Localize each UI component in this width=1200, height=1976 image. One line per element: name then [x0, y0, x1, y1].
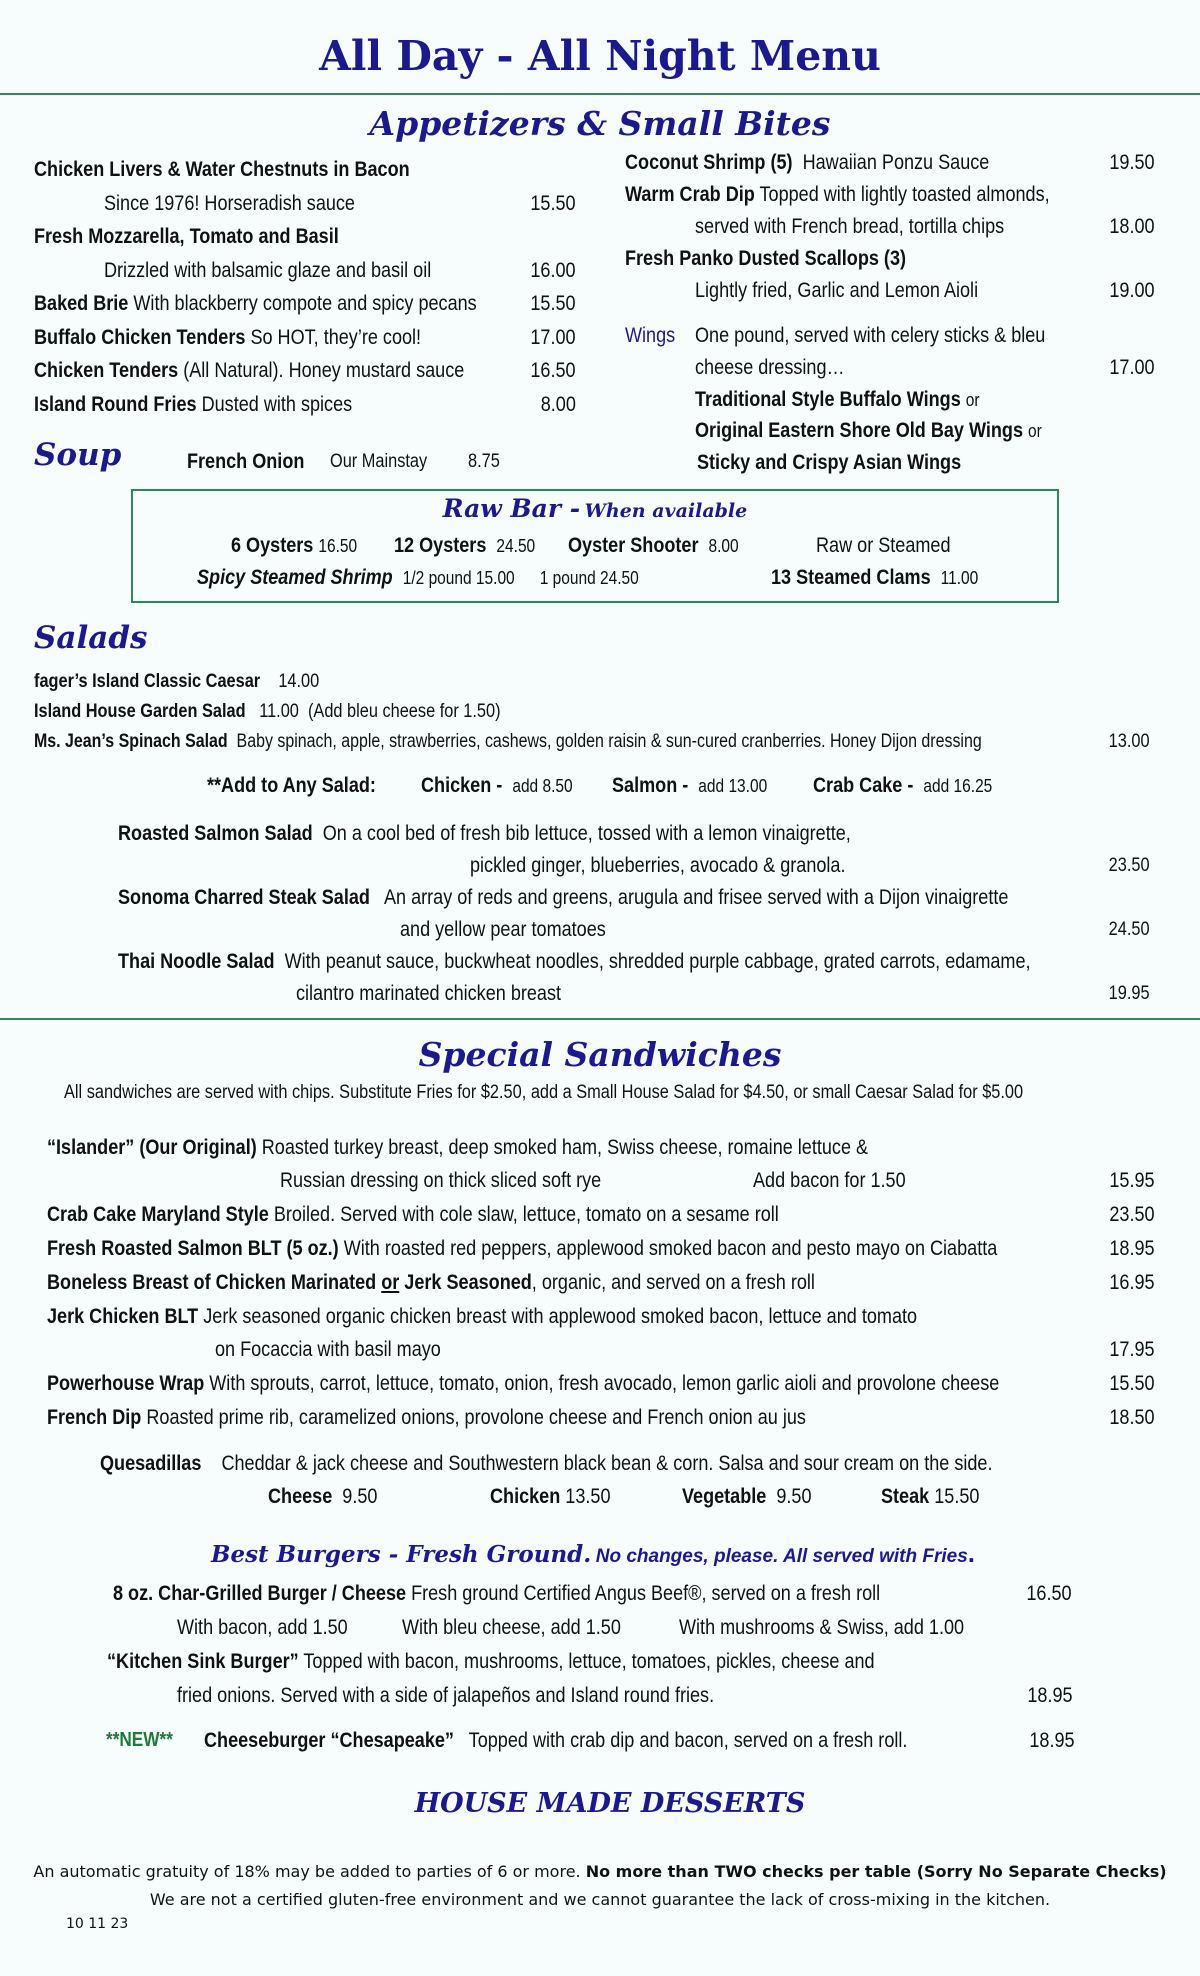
appetizer-desc: (All Natural). Honey mustard sauce	[183, 359, 465, 382]
sandwich-name: Jerk Chicken BLT	[47, 1305, 199, 1328]
entree-salad-price: 19.95	[1109, 983, 1150, 1004]
quesadilla-option	[490, 1485, 610, 1509]
appetizer-desc: Dusted with spices	[201, 393, 353, 416]
raw-bar-clams-name: 13 Steamed Clams	[771, 566, 931, 589]
title-divider	[0, 93, 1200, 95]
entree-salad-name: Thai Noodle Salad	[118, 950, 275, 973]
burger-desc: Fresh ground Certified Angus Beef®, served on a fresh roll	[411, 1582, 881, 1605]
wings-price: 17.00	[1109, 356, 1155, 379]
entree-salad-desc: With peanut sauce, buckwheat noodles, shredded purple cabbage, grated carrots, edamame,	[284, 950, 1031, 973]
salad-name: Ms. Jean’s Spinach Salad	[34, 731, 228, 752]
salad-addon	[421, 774, 573, 798]
appetizer-price: 19.50	[1109, 151, 1155, 174]
quesadilla-name: Quesadillas	[100, 1452, 202, 1475]
sandwich-line	[47, 1136, 868, 1160]
sandwich-name: Boneless Breast of Chicken Marinated	[47, 1271, 377, 1294]
page-title: All Day - All Night Menu	[319, 32, 881, 80]
appetizer-line	[625, 151, 989, 175]
salad-addon-price: add 13.00	[698, 776, 768, 796]
raw-bar-item	[568, 534, 739, 558]
wings-desc: cheese dressing…	[695, 356, 845, 379]
entree-salad-desc: and yellow pear tomatoes	[400, 918, 606, 941]
sandwich-name: Fresh Roasted Salmon BLT (5 oz.)	[47, 1237, 339, 1260]
appetizer-desc: With blackberry compote and spicy pecans	[133, 292, 477, 315]
burgers-heading: Best Burgers - Fresh Ground.	[211, 1541, 592, 1568]
raw-bar-clams	[771, 566, 978, 590]
appetizer-price: 8.00	[540, 393, 576, 416]
raw-bar-item-price: 16.50	[318, 536, 358, 556]
salad-price: 14.00	[278, 671, 320, 692]
appetizer-desc: Topped with lightly toasted almonds,	[759, 183, 1050, 206]
sandwich-desc: Jerk seasoned organic chicken breast with applewood smoked bacon, lettuce and tomato	[203, 1305, 918, 1328]
sandwich-price: 15.95	[1109, 1169, 1155, 1192]
entree-salad-desc: On a cool bed of fresh bib lettuce, tossed with a lemon vinaigrette,	[322, 822, 851, 845]
salad-line	[34, 701, 501, 723]
sandwiches-note: All sandwiches are served with chips. Substitute Fries for $2.50, add a Small House Salad for $4.50, or small Caesar Salad for $5.00	[64, 1082, 1024, 1103]
wings-style	[695, 388, 980, 412]
sandwich-name: “Islander” (Our Original)	[47, 1136, 257, 1159]
raw-bar-item-name: Oyster Shooter	[568, 534, 699, 557]
raw-bar-heading: Raw Bar -	[442, 494, 581, 523]
sandwich-extra: Add bacon for 1.50	[753, 1169, 906, 1192]
raw-bar-item	[394, 534, 535, 558]
sandwich-desc: on Focaccia with basil mayo	[215, 1338, 441, 1361]
appetizer-name: Coconut Shrimp (5)	[625, 151, 793, 174]
sandwich-name: French Dip	[47, 1406, 142, 1429]
quesadilla-option-name: Vegetable	[682, 1485, 767, 1508]
sandwich-price: 17.95	[1109, 1338, 1155, 1361]
wings-style-sep: or	[965, 390, 980, 410]
raw-bar-item-price: 8.00	[708, 536, 739, 556]
sandwiches-heading: Special Sandwiches	[418, 1035, 782, 1074]
burger-price: 16.50	[1026, 1582, 1072, 1605]
footer-checks: No more than TWO checks per table (Sorry No Separate Checks)	[585, 1862, 1167, 1881]
burger-price: 18.95	[1027, 1684, 1073, 1707]
salads-heading: Salads	[34, 620, 148, 656]
soup-desc: Our Mainstay	[330, 451, 428, 472]
salad-desc: Baby spinach, apple, strawberries, cashews, golden raisin & sun-cured cranberries. Honey Dijon dressing	[236, 731, 982, 752]
appetizer-name: Warm Crab Dip	[625, 183, 755, 206]
appetizer-name: Fresh Mozzarella, Tomato and Basil	[34, 225, 339, 248]
appetizer-name: Baked Brie	[34, 292, 129, 315]
raw-bar-subheading: When available	[584, 500, 748, 522]
raw-bar-shrimp-full: 1 pound 24.50	[539, 568, 639, 588]
salad-price: 11.00	[259, 701, 299, 722]
sandwich-line	[47, 1305, 917, 1329]
desserts-heading: HOUSE MADE DESSERTS	[414, 1788, 806, 1819]
sandwich-line	[47, 1203, 779, 1227]
raw-bar-shrimp	[197, 566, 639, 590]
salad-addon-name: Crab Cake -	[813, 774, 914, 797]
appetizer-name: Fresh Panko Dusted Scallops (3)	[625, 247, 907, 270]
sandwich-desc: , organic, and served on a fresh roll	[531, 1271, 815, 1294]
raw-bar-item-price: 24.50	[496, 536, 536, 556]
sandwich-name: Jerk Seasoned	[404, 1271, 532, 1294]
quesadilla-option-price: 9.50	[776, 1485, 812, 1508]
footer-line	[0, 1862, 1200, 1881]
raw-bar-clams-price: 11.00	[940, 568, 979, 588]
burger-name: Cheeseburger “Chesapeake”	[204, 1729, 454, 1752]
salad-line	[34, 731, 982, 753]
quesadilla-option	[682, 1485, 812, 1509]
quesadilla-option-name: Cheese	[268, 1485, 333, 1508]
quesadilla-option-price: 9.50	[342, 1485, 378, 1508]
appetizer-price: 17.00	[530, 326, 576, 349]
salad-addon	[612, 774, 767, 798]
burger-price: 18.95	[1029, 1729, 1075, 1752]
sandwich-desc: Russian dressing on thick sliced soft rye	[280, 1169, 602, 1192]
sandwich-desc: With sprouts, carrot, lettuce, tomato, onion, fresh avocado, lemon garlic aioli and provolone cheese	[209, 1372, 1000, 1395]
salad-price: 13.00	[1109, 731, 1150, 752]
appetizer-desc: served with French bread, tortilla chips	[695, 215, 1005, 238]
salad-line	[34, 671, 319, 693]
salad-addon-label: **Add to Any Salad:	[207, 774, 376, 797]
salad-addon-price: add 16.25	[923, 776, 993, 796]
appetizer-price: 18.00	[1109, 215, 1155, 238]
burger-line	[113, 1582, 880, 1606]
salad-addon	[813, 774, 992, 798]
sandwich-price: 16.95	[1109, 1271, 1155, 1294]
soup-name: French Onion	[187, 450, 305, 473]
section-divider	[0, 1018, 1200, 1020]
quesadilla-option-name: Steak	[881, 1485, 930, 1508]
sandwich-price: 18.50	[1109, 1406, 1155, 1429]
entree-salad-desc: cilantro marinated chicken breast	[296, 982, 562, 1005]
entree-salad-line	[118, 886, 1008, 910]
appetizer-price: 16.00	[530, 259, 576, 282]
wings-style-name: Sticky and Crispy Asian Wings	[697, 451, 962, 474]
salad-extra: (Add bleu cheese for 1.50)	[307, 701, 501, 722]
sandwich-name: Powerhouse Wrap	[47, 1372, 205, 1395]
footer-date: 10 11 23	[66, 1916, 129, 1932]
soup-heading: Soup	[34, 437, 122, 473]
burger-desc: fried onions. Served with a side of jalapeños and Island round fries.	[177, 1684, 715, 1707]
quesadilla-option-price: 13.50	[565, 1485, 611, 1508]
wings-label: Wings	[625, 324, 676, 347]
appetizer-name: Island Round Fries	[34, 393, 197, 416]
appetizer-price: 19.00	[1109, 279, 1155, 302]
raw-bar-title	[131, 494, 1059, 523]
quesadilla-line	[100, 1452, 992, 1476]
burgers-title	[211, 1538, 975, 1569]
burger-line	[204, 1729, 907, 1753]
wings-style	[697, 451, 961, 475]
sandwich-name: Crab Cake Maryland Style	[47, 1203, 269, 1226]
appetizer-price: 16.50	[530, 359, 576, 382]
appetizer-line	[34, 326, 421, 350]
sandwich-price: 23.50	[1109, 1203, 1155, 1226]
quesadilla-option-price: 15.50	[934, 1485, 980, 1508]
wings-style-sep: or	[1028, 421, 1042, 441]
burger-desc: Topped with bacon, mushrooms, lettuce, tomatoes, pickles, cheese and	[303, 1650, 875, 1673]
raw-bar-shrimp-half: 1/2 pound 15.00	[402, 568, 515, 588]
raw-bar-item-name: 6 Oysters	[231, 534, 314, 557]
soup-price: 8.75	[468, 451, 500, 472]
entree-salad-price: 24.50	[1109, 919, 1150, 940]
sandwich-price: 15.50	[1109, 1372, 1155, 1395]
wings-style-name: Original Eastern Shore Old Bay Wings	[695, 419, 1024, 442]
sandwich-desc: Broiled. Served with cole slaw, lettuce, tomato on a sesame roll	[273, 1203, 779, 1226]
burgers-note-dot: .	[967, 1538, 975, 1568]
raw-bar-item	[231, 534, 357, 558]
wings-desc: One pound, served with celery sticks & bleu	[695, 324, 1046, 347]
appetizer-name: Buffalo Chicken Tenders	[34, 326, 246, 349]
entree-salad-line	[118, 822, 851, 846]
appetizer-line	[625, 183, 1050, 207]
appetizer-price: 15.50	[530, 292, 576, 315]
entree-salad-line	[118, 950, 1031, 974]
salad-name: fager’s Island Classic Caesar	[34, 671, 261, 692]
sandwich-desc: With roasted red peppers, applewood smoked bacon and pesto mayo on Ciabatta	[343, 1237, 998, 1260]
footer-gluten: We are not a certified gluten-free environment and we cannot guarantee the lack of cross-mixing in the kitchen.	[149, 1890, 1051, 1909]
wings-style	[695, 419, 1042, 443]
burger-name: 8 oz. Char-Grilled Burger / Cheese	[113, 1582, 407, 1605]
raw-bar-shrimp-name: Spicy Steamed Shrimp	[197, 566, 393, 589]
salad-addon-name: Salmon -	[612, 774, 689, 797]
appetizer-desc: So HOT, they’re cool!	[250, 326, 422, 349]
entree-salad-desc: pickled ginger, blueberries, avocado & granola.	[470, 854, 846, 877]
burger-name: “Kitchen Sink Burger”	[107, 1650, 299, 1673]
appetizer-line	[34, 359, 464, 383]
sandwich-or: or	[381, 1271, 400, 1294]
appetizer-desc: Lightly fried, Garlic and Lemon Aioli	[695, 279, 979, 302]
burger-addon: With mushrooms & Swiss, add 1.00	[679, 1616, 965, 1639]
appetizer-line	[34, 393, 352, 417]
new-badge: **NEW**	[106, 1729, 173, 1751]
salad-name: Island House Garden Salad	[34, 701, 246, 722]
burger-addon: With bleu cheese, add 1.50	[402, 1616, 621, 1639]
quesadilla-option	[268, 1485, 377, 1509]
salad-addon-price: add 8.50	[512, 776, 573, 796]
entree-salad-name: Roasted Salmon Salad	[118, 822, 313, 845]
wings-style-name: Traditional Style Buffalo Wings	[695, 388, 961, 411]
sandwich-line	[47, 1406, 806, 1430]
burger-addon: With bacon, add 1.50	[177, 1616, 348, 1639]
raw-bar-item-name: 12 Oysters	[394, 534, 487, 557]
appetizer-name: Chicken Livers & Water Chestnuts in Bacon	[34, 158, 410, 181]
salad-addon-name: Chicken -	[421, 774, 503, 797]
raw-or-steamed: Raw or Steamed	[816, 534, 951, 557]
appetizer-desc: Hawaiian Ponzu Sauce	[802, 151, 990, 174]
burger-desc: Topped with crab dip and bacon, served on a fresh roll.	[468, 1729, 908, 1752]
appetizer-desc: Since 1976! Horseradish sauce	[104, 192, 355, 215]
appetizer-line	[34, 292, 477, 316]
burger-line	[107, 1650, 875, 1674]
sandwich-price: 18.95	[1109, 1237, 1155, 1260]
entree-salad-desc: An array of reds and greens, arugula and frisee served with a Dijon vinaigrette	[383, 886, 1009, 909]
quesadilla-option	[881, 1485, 979, 1509]
quesadilla-option-name: Chicken	[490, 1485, 561, 1508]
appetizer-desc: Drizzled with balsamic glaze and basil oil	[104, 259, 432, 282]
appetizers-heading: Appetizers & Small Bites	[369, 104, 831, 143]
appetizer-price: 15.50	[530, 192, 576, 215]
entree-salad-name: Sonoma Charred Steak Salad	[118, 886, 370, 909]
burgers-note: No changes, please. All served with Fries	[595, 1546, 968, 1567]
sandwich-desc: Roasted turkey breast, deep smoked ham, Swiss cheese, romaine lettuce &	[261, 1136, 869, 1159]
entree-salad-price: 23.50	[1109, 855, 1150, 876]
sandwich-line	[47, 1237, 997, 1261]
appetizer-name: Chicken Tenders	[34, 359, 179, 382]
sandwich-desc: Roasted prime rib, caramelized onions, provolone cheese and French onion au jus	[146, 1406, 806, 1429]
footer-gratuity: An automatic gratuity of 18% may be added to parties of 6 or more.	[33, 1862, 581, 1881]
sandwich-line	[47, 1271, 815, 1295]
quesadilla-desc: Cheddar & jack cheese and Southwestern black bean & corn. Salsa and sour cream on the side.	[221, 1452, 993, 1475]
sandwich-line	[47, 1372, 999, 1396]
